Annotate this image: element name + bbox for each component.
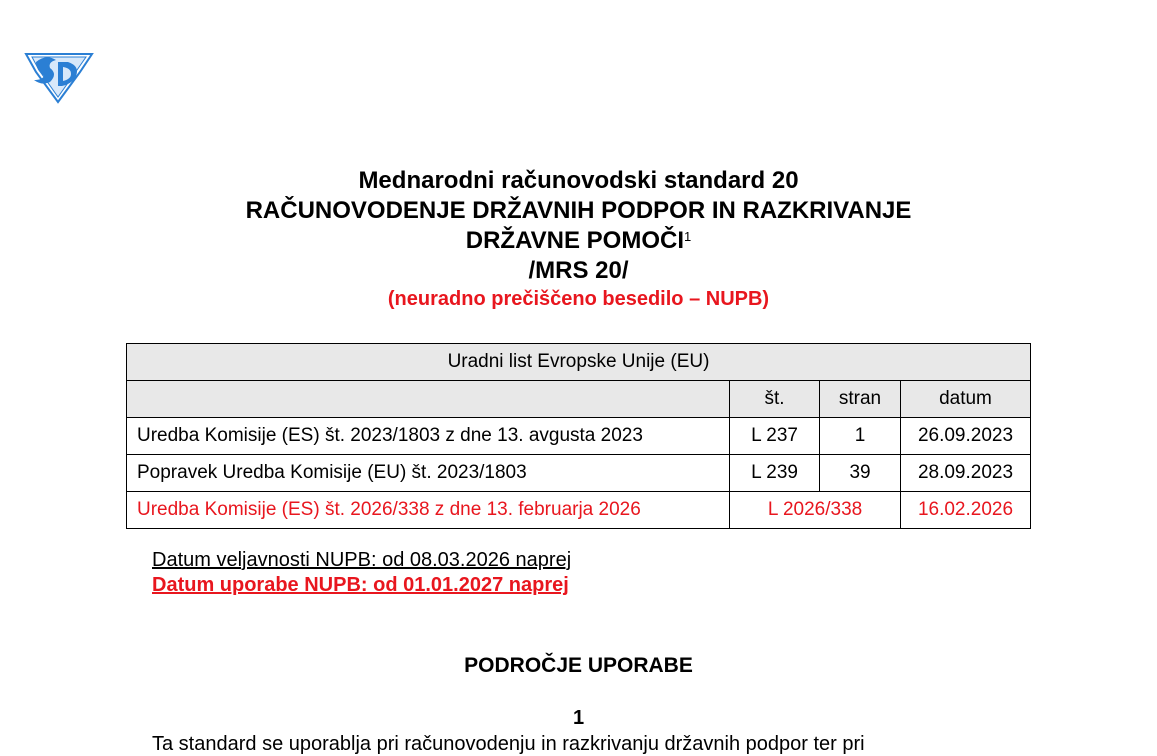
title-line-2: RAČUNOVODENJE DRŽAVNIH PODPOR IN RAZKRIVANJE (245, 197, 912, 224)
footnote-ref[interactable]: 1 (684, 229, 692, 244)
paragraph-number: 1 (572, 707, 585, 729)
row-datum: 28.09.2023 (900, 455, 1030, 492)
table-row (127, 492, 1031, 529)
title-line-4: /MRS 20/ (528, 257, 629, 284)
column-empty (127, 381, 730, 418)
title-block (0, 166, 1157, 312)
column-st: št. (730, 381, 820, 418)
dates-block (152, 548, 571, 598)
table-row (127, 455, 1031, 492)
title-line-1: Mednarodni računovodski standard 20 (358, 167, 799, 194)
sd-shield-logo-icon (22, 48, 96, 104)
row-st: L 239 (730, 455, 820, 492)
section-heading: PODROČJE UPORABE (464, 654, 693, 677)
table-row (127, 418, 1031, 455)
validity-date: Datum veljavnosti NUPB: od 08.03.2026 naprej (152, 549, 572, 571)
regulation-table (126, 343, 1031, 529)
row-st-stran: L 2026/338 (730, 492, 901, 529)
row-stran: 39 (820, 455, 901, 492)
row-label: Uredba Komisije (ES) št. 2026/338 z dne 13. februarja 2026 (127, 492, 730, 529)
table-column-row (127, 381, 1031, 418)
table-header: Uradni list Evropske Unije (EU) (127, 344, 1031, 381)
paragraph-text: Ta standard se uporablja pri računovodenju in razkrivanju državnih podpor ter pri (152, 733, 865, 755)
row-stran: 1 (820, 418, 901, 455)
row-datum: 26.09.2023 (900, 418, 1030, 455)
subtitle: (neuradno prečiščeno besedilo – NUPB) (387, 288, 770, 310)
row-label: Uredba Komisije (ES) št. 2023/1803 z dne 13. avgusta 2023 (127, 418, 730, 455)
row-label: Popravek Uredba Komisije (EU) št. 2023/1803 (127, 455, 730, 492)
title-line-3: DRŽAVNE POMOČI$^1$ (465, 227, 692, 254)
column-stran: stran (820, 381, 901, 418)
column-datum: datum (900, 381, 1030, 418)
table-header-row (127, 344, 1031, 381)
application-date: Datum uporabe NUPB: od 01.01.2027 naprej (152, 574, 569, 596)
row-st: L 237 (730, 418, 820, 455)
row-datum: 16.02.2026 (900, 492, 1030, 529)
